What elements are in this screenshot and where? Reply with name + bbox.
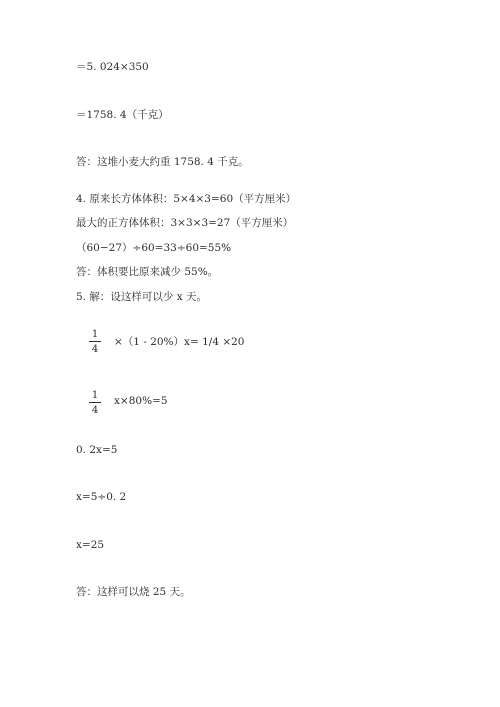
answer-line-2: 答：体积要比原来减少 55%。 <box>76 266 219 278</box>
problem-4-line-3: （60−27）÷60=33÷60=55% <box>76 242 232 254</box>
equation-line-2: ＝1758. 4（千克） <box>76 109 169 121</box>
problem-5-header: 5. 解：设这样可以少 x 天。 <box>76 291 207 303</box>
equation-line-1: ＝5. 024×350 <box>76 61 149 73</box>
problem-4-line-1: 4. 原来长方体体积：5×4×3=60（平方厘米） <box>76 193 297 205</box>
fraction-one-quarter-1 <box>89 329 101 355</box>
problem-4-line-2: 最大的正方体体积：3×3×3=27（平方厘米） <box>76 217 294 229</box>
equation-line-5: 0. 2x=5 <box>76 444 118 456</box>
fraction-numerator: 1 <box>91 390 99 401</box>
answer-line-3: 答：这样可以烧 25 天。 <box>76 586 191 598</box>
fraction-one-quarter-2 <box>89 390 101 416</box>
equation-line-6: x=5÷0. 2 <box>76 491 127 503</box>
fraction-numerator: 1 <box>91 329 99 340</box>
fraction-denominator: 4 <box>91 405 99 416</box>
equation-line-4: x×80%=5 <box>114 395 168 407</box>
fraction-bar <box>89 341 101 342</box>
fraction-bar <box>89 402 101 403</box>
answer-line-1: 答：这堆小麦大约重 1758. 4 千克。 <box>76 156 249 168</box>
fraction-denominator: 4 <box>91 344 99 355</box>
equation-line-7: x=25 <box>76 539 105 551</box>
equation-line-3: ×（1 - 20%）x= 1/4 ×20 <box>114 336 245 348</box>
